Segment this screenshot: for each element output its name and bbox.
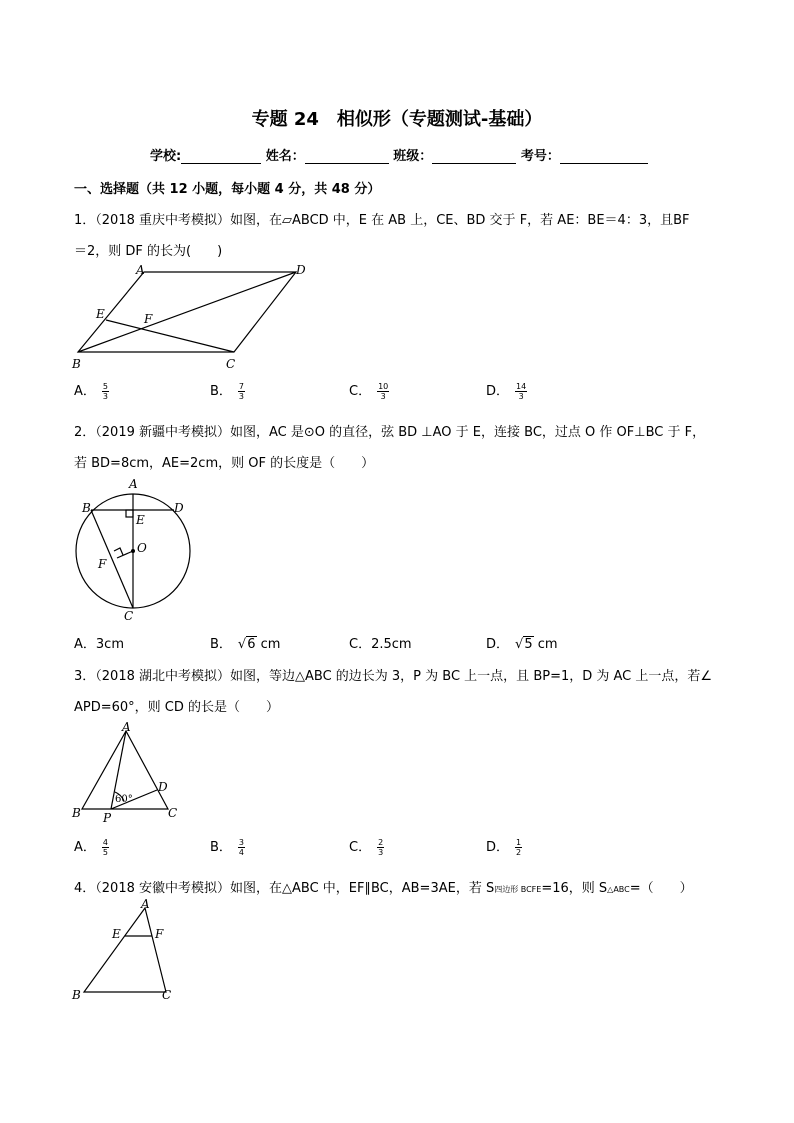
question-2-option-d[interactable]: D． √5 cm: [486, 637, 558, 652]
question-1-option-b[interactable]: B． $\frac{7}{3}$: [210, 382, 245, 401]
question-3-triangle-figure: [66, 719, 196, 823]
label-B: B: [82, 501, 91, 515]
label-O: O: [137, 541, 147, 555]
label-E: E: [136, 513, 145, 527]
label-B: B: [72, 806, 81, 820]
class-label: 班级：: [393, 149, 433, 164]
question-2-option-b[interactable]: B． √6 cm: [210, 637, 281, 652]
label-C: C: [124, 609, 134, 623]
label-A: A: [141, 897, 150, 911]
label-F: F: [155, 927, 164, 941]
question-2-text-line-1: 2．（2019 新疆中考模拟）如图，AC 是⊙O 的直径，弦 BD ⊥AO 于 E，连接 BC，过点 O 作 OF⊥BC 于 F，: [74, 425, 706, 440]
name-label: 姓名：: [265, 149, 305, 164]
question-2-circle-figure: [66, 474, 206, 626]
label-A: A: [129, 477, 138, 491]
label-C: C: [168, 806, 178, 820]
question-3-text-line-2: APD=60°，则 CD 的长是（ ）: [74, 700, 280, 715]
label-F: F: [98, 557, 107, 571]
label-P: P: [103, 811, 112, 823]
name-blank[interactable]: [305, 149, 389, 164]
label-C: C: [226, 357, 236, 371]
question-3-text-line-1: 3．（2018 湖北中考模拟）如图，等边△ABC 的边长为 3，P 为 BC 上一点，且 BP=1，D 为 AC 上一点，若∠: [74, 669, 713, 684]
label-C: C: [162, 988, 172, 1002]
label-A: A: [136, 263, 145, 277]
class-blank[interactable]: [432, 149, 516, 164]
question-4-triangle-figure: [66, 896, 186, 1006]
question-4-text-line-1: 4．（2018 安徽中考模拟）如图，在△ABC 中，EF∥BC，AB=3AE，若 S四边形 BCFE=16，则 S△ABC=（ ）: [74, 881, 693, 896]
question-3-option-b[interactable]: B． $\frac{3}{4}$: [210, 838, 245, 857]
question-2-text-line-2: 若 BD=8cm，AE=2cm，则 OF 的长度是（ ）: [74, 456, 375, 471]
student-info-line: [150, 145, 648, 164]
page-title: 专题 24 相似形（专题测试-基础）: [251, 109, 543, 130]
question-1-option-c[interactable]: C． $\frac{10}{3}$: [349, 382, 389, 401]
question-1-option-a[interactable]: A． $\frac{5}{3}$: [74, 382, 108, 401]
section-heading: 一、选择题（共 12 小题，每小题 4 分，共 48 分）: [74, 182, 381, 197]
school-blank[interactable]: [181, 149, 261, 164]
label-D: D: [174, 501, 184, 515]
label-B: B: [72, 357, 81, 371]
label-B: B: [72, 988, 81, 1002]
question-1-text-line-2: ＝2，则 DF 的长为( ): [74, 244, 223, 259]
exam-number-blank[interactable]: [560, 149, 648, 164]
label-A: A: [122, 720, 131, 734]
label-D: D: [158, 780, 168, 794]
question-1-parallelogram-figure: [66, 262, 316, 372]
school-label: 学校:: [150, 149, 182, 164]
label-D: D: [296, 263, 306, 277]
question-2-option-a[interactable]: A．3cm: [74, 637, 124, 652]
question-1-option-d[interactable]: D． $\frac{14}{3}$: [486, 382, 527, 401]
label-angle-60: 60°: [115, 794, 133, 805]
question-1-text-line-1: 1．（2018 重庆中考模拟）如图，在▱ABCD 中，E 在 AB 上，CE、BD 交于 F，若 AE：BE＝4：3，且BF: [74, 213, 690, 228]
question-3-option-d[interactable]: D． $\frac{1}{2}$: [486, 838, 522, 857]
exam-number-label: 考号：: [520, 149, 560, 164]
question-3-option-a[interactable]: A． $\frac{4}{5}$: [74, 838, 108, 857]
label-E: E: [112, 927, 121, 941]
label-E: E: [96, 307, 105, 321]
label-F: F: [144, 312, 153, 326]
question-2-option-c[interactable]: C．2.5cm: [349, 637, 412, 652]
question-3-option-c[interactable]: C． $\frac{2}{3}$: [349, 838, 384, 857]
